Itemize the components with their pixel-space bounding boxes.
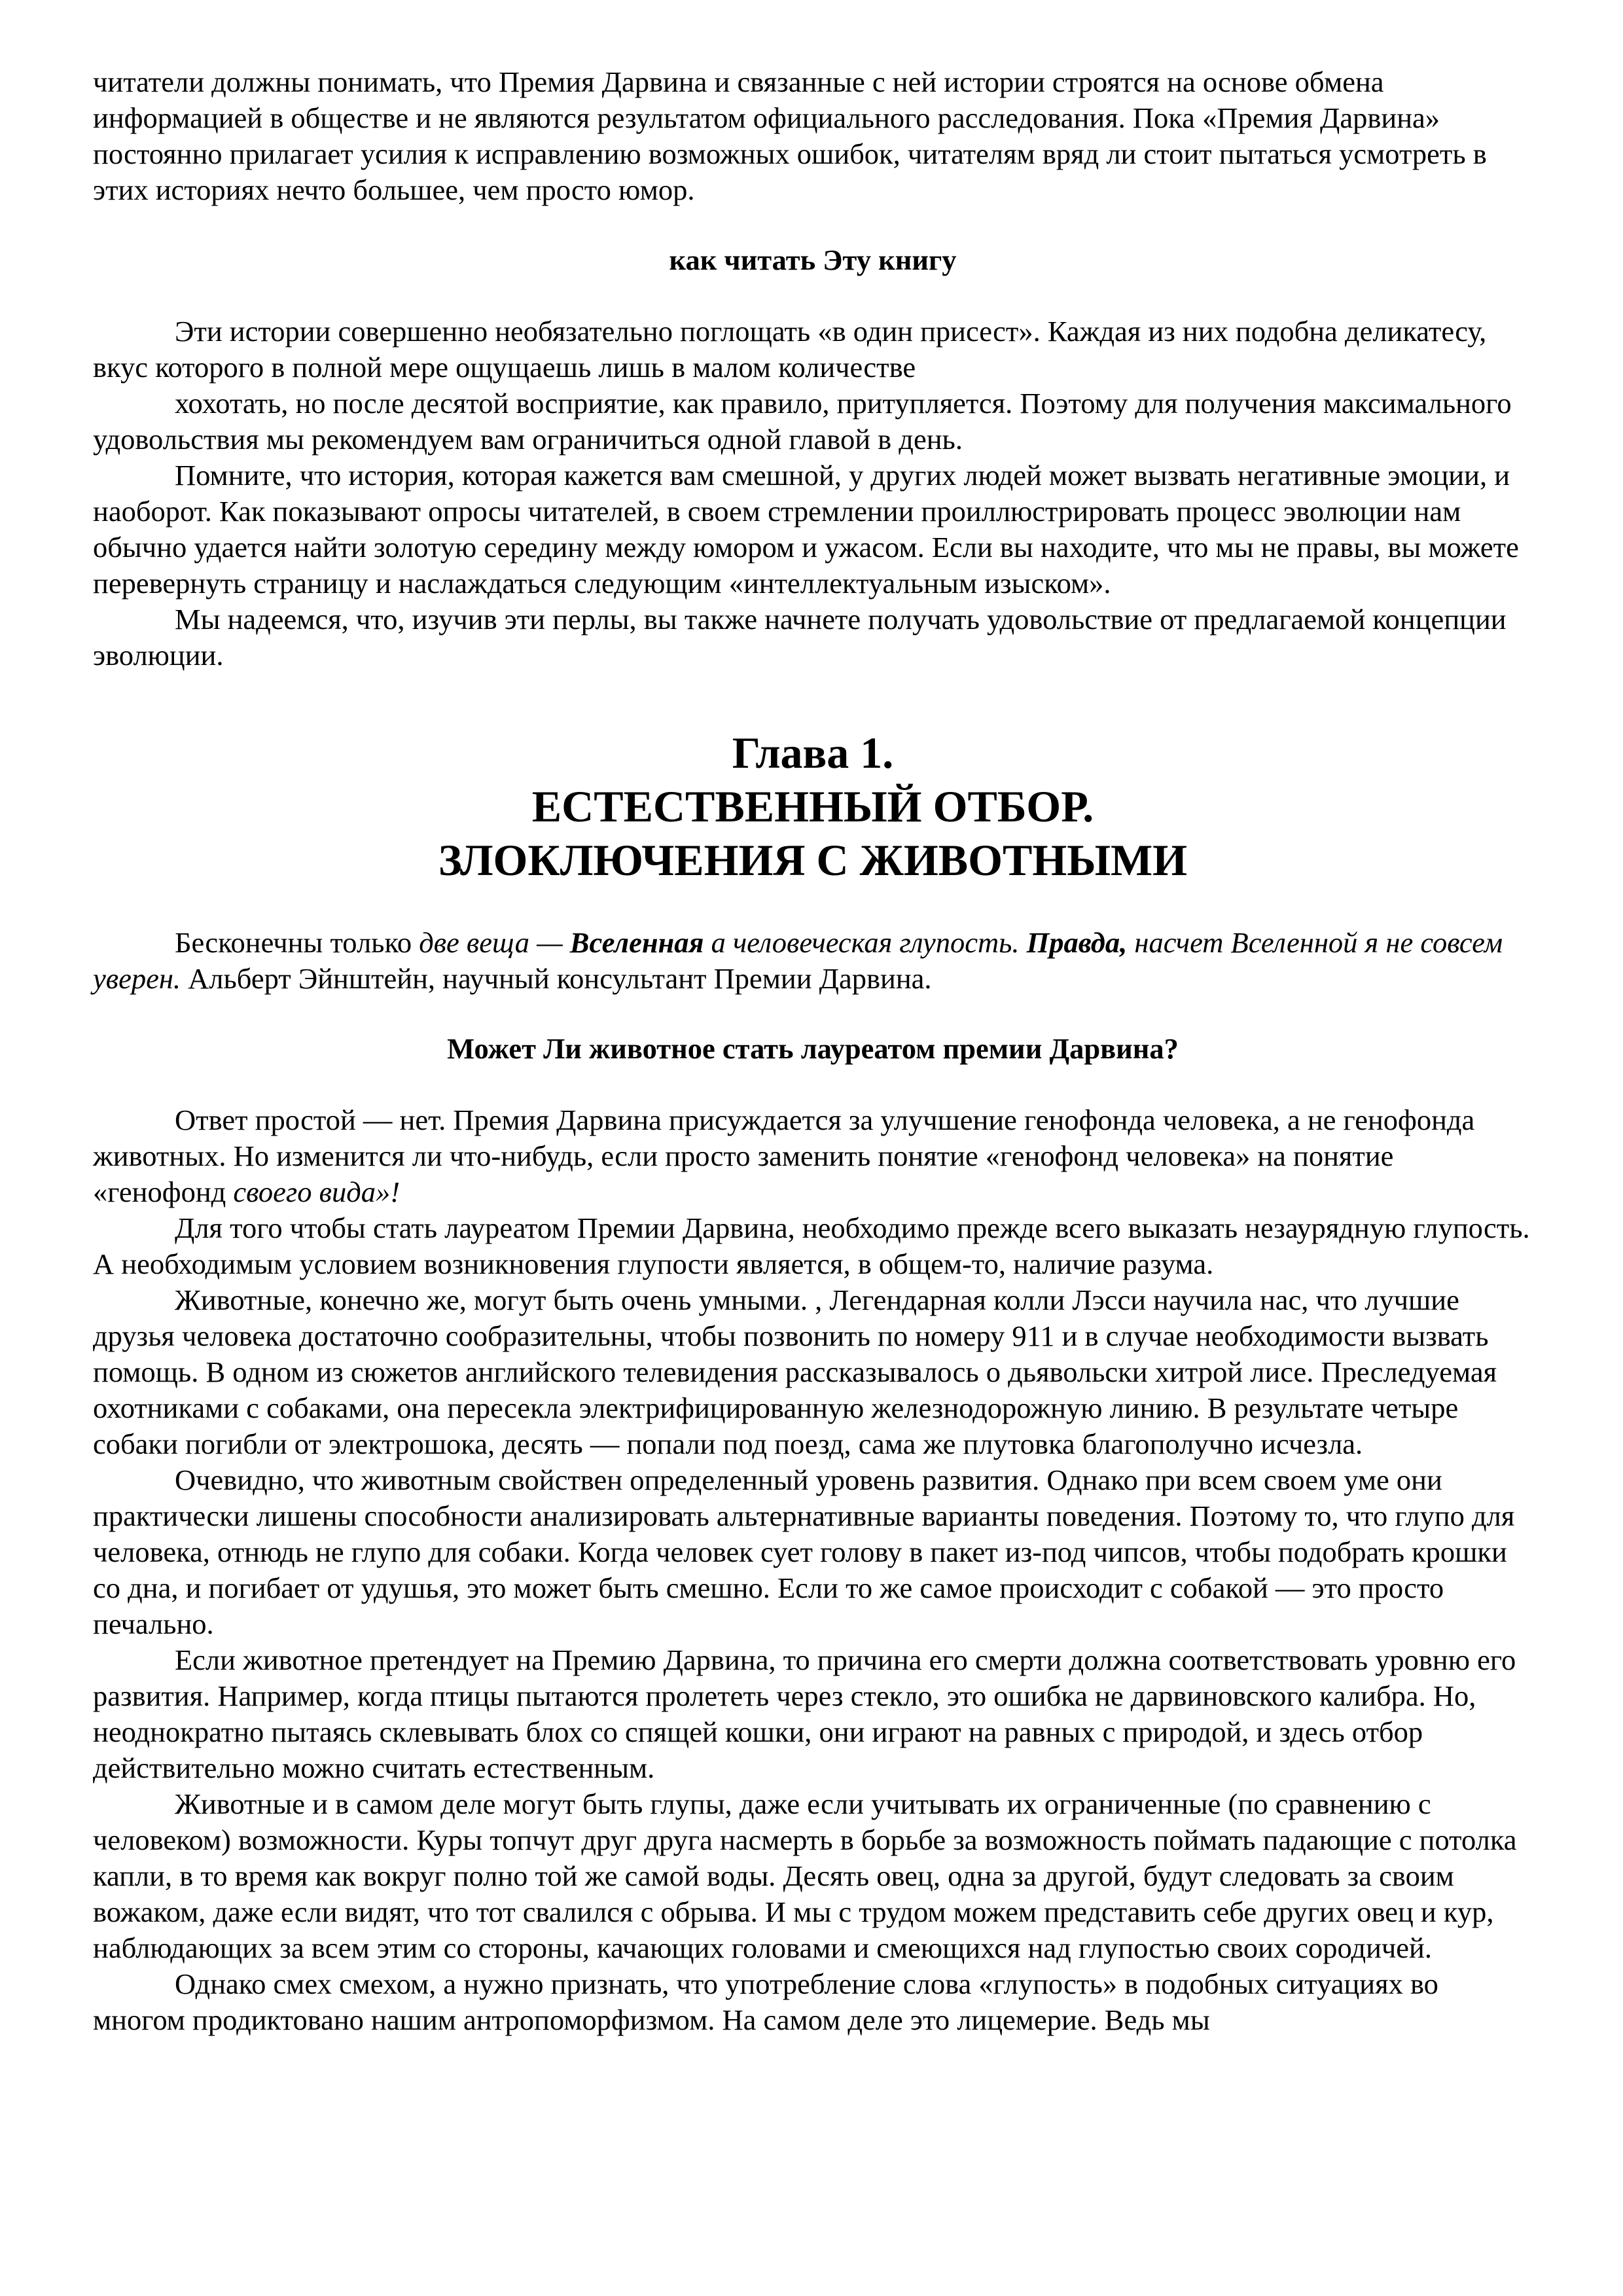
epigraph (93, 925, 1533, 997)
section-paragraph-1-text: Ответ простой — нет. Премия Дарвина присуждается за улучшение генофонда человека, а не генофонда животных. Но изменится ли что-нибудь, если просто заменить понятие «генофонд человека» на понятие «генофонд (93, 1103, 1475, 1208)
section-paragraph-3: Животные, конечно же, могут быть очень умными. , Легендарная колли Лэсси научила нас, что лучшие друзья человека достаточно сообразительны, чтобы позвонить по номеру 911 и в случае необходимости вызвать помощь. В одном из сюжетов английского телевидения рассказывалось о дьявольски хитрой лисе. Преследуемая охотниками с собаками, она пересекла электрифицированную железнодорожную линию. В результате четыре собаки погибли от электрошока, десять — попали под поезд, сама же плутовка благополучно исчезла. (93, 1283, 1497, 1460)
section-heading: Может Ли животное стать лауреатом премии Дарвина? (447, 1032, 1179, 1065)
document-page (93, 64, 1533, 2038)
intro-tail-paragraph: читатели должны понимать, что Премия Дарвина и связанные с ней истории строятся на основе обмена информацией в обществе и не являются результатом официального расследования. Пока «Премия Дарвина» постоянно прилагает усилия к исправлению возможных ошибок, читателям вряд ли стоит пытаться усмотреть в этих историях нечто большее, чем просто юмор. (93, 65, 1487, 206)
section-paragraph-4: Очевидно, что животным свойствен определенный уровень развития. Однако при всем своем уме они практически лишены способности анализировать альтернативные варианты поведения. Поэтому то, что глупо для человека, отнюдь не глупо для собаки. Когда человек сует голову в пакет из-под чипсов, чтобы подобрать крошки со дна, и погибает от удушья, это может быть смешно. Если то же самое происходит с собакой — это просто печально. (93, 1463, 1515, 1640)
section-paragraph-1 (93, 1102, 1533, 1210)
chapter-title-line-1: ЕСТЕСТВЕННЫЙ ОТБОР. (531, 781, 1094, 831)
how-to-read-paragraph-4: Мы надеемся, что, изучив эти перлы, вы также начнете получать удовольствие от предлагаемой концепции эволюции. (93, 603, 1507, 672)
how-to-read-paragraph-3: Помните, что история, которая кажется вам смешной, у других людей может вызвать негативные эмоции, и наоборот. Как показывают опросы читателей, в своем стремлении проиллюстрировать процесс эволюции нам обычно удается найти золотую середину между юмором и ужасом. Если вы находите, что мы не правы, вы можете перевернуть страницу и наслаждаться следующим «интеллектуальным изыском». (93, 459, 1519, 600)
epigraph-part-1: Бесконечны только (175, 926, 419, 959)
epigraph-part-4: а человеческая глупость. (704, 926, 1027, 959)
epigraph-part-3: Вселенная (569, 926, 704, 959)
epigraph-attribution: Альберт Эйнштейн, научный консультант Премии Дарвина. (181, 962, 932, 995)
how-to-read-heading: как читать Эту книгу (669, 243, 957, 276)
section-paragraph-2: Для того чтобы стать лауреатом Премии Дарвина, необходимо прежде всего выказать незаурядную глупость. А необходимым условием возникновения глупости является, в общем-то, наличие разума. (93, 1211, 1530, 1280)
section-paragraph-1-italic: своего вида»! (233, 1175, 401, 1208)
chapter-number: Глава 1. (732, 728, 894, 778)
section-paragraph-6: Животные и в самом деле могут быть глупы, даже если учитывать их ограниченные (по сравнению с человеком) возможности. Куры топчут друг друга насмерть в борьбе за возможность поймать падающие с потолка капли, в то время как вокруг полно той же самой воды. Десять овец, одна за другой, будут следовать за своим вожаком, даже если видят, что тот свалился с обрыва. И мы с трудом можем представить себе других овец и кур, наблюдающих за всем этим со стороны, качающих головами и смеющихся над глупостью своих сородичей. (93, 1787, 1517, 1964)
chapter-title-line-2: ЗЛОКЛЮЧЕНИЯ С ЖИВОТНЫМИ (438, 835, 1188, 885)
epigraph-part-5: Правда, (1026, 926, 1128, 959)
section-paragraph-7: Однако смех смехом, а нужно признать, что употребление слова «глупость» в подобных ситуациях во многом продиктовано нашим антропоморфизмом. На самом деле это лицемерие. Ведь мы (93, 1967, 1438, 2036)
how-to-read-paragraph-1: Эти истории совершенно необязательно поглощать «в один присест». Каждая из них подобна деликатесу, вкус которого в полной мере ощущаешь лишь в малом количестве (93, 315, 1487, 384)
section-paragraph-5: Если животное претендует на Премию Дарвина, то причина его смерти должна соответствовать уровню его развития. Например, когда птицы пытаются пролететь через стекло, это ошибка не дарвиновского калибра. Но, неоднократно пытаясь склевывать блох со спящей кошки, они играют на равных с природой, и здесь отбор действительно можно считать естественным. (93, 1643, 1516, 1784)
how-to-read-paragraph-2: хохотать, но после десятой восприятие, как правило, притупляется. Поэтому для получения максимального удовольствия мы рекомендуем вам ограничиться одной главой в день. (93, 387, 1512, 456)
epigraph-part-6: насчет Вселенной я не совсем уверен. (93, 926, 1503, 995)
epigraph-part-2: две веща — (419, 926, 570, 959)
